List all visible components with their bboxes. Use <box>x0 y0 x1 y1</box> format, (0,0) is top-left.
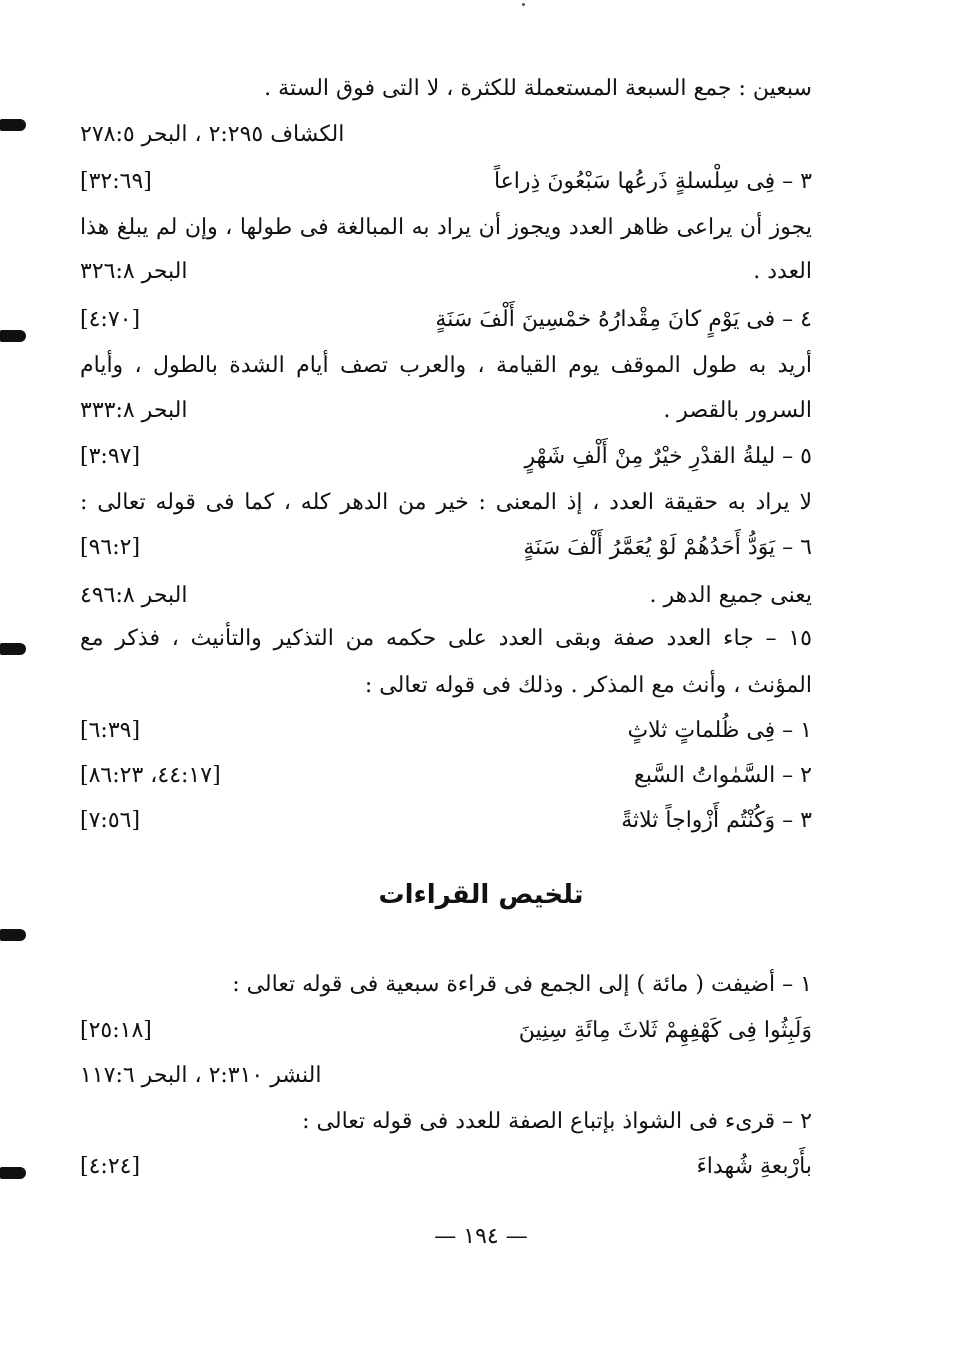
line-text: يعنى جميع الدهر . <box>649 582 812 608</box>
scan-edge-mark <box>0 643 26 655</box>
text-line <box>80 68 812 108</box>
line-text: ١ – أضيفت ( مائة ) إلى الجمع فى قراءة سبعية فى قوله تعالى : <box>232 971 812 997</box>
verse-reference: [٣٢:٦٩] <box>80 168 152 194</box>
verse-text: ٣ – وَكُنْتُم أَزْواجاً ثلاثةً <box>621 807 812 833</box>
reference: البحر ٣٢٦:٨ <box>80 258 188 284</box>
section-heading: تلخيص القراءات <box>378 880 584 910</box>
line-text: ٢ – قرىء فى الشواذ بإتباع الصفة للعدد فى قوله تعالى : <box>302 1108 812 1134</box>
text-line <box>80 482 812 522</box>
text-line <box>80 161 812 201</box>
scan-edge-mark <box>0 119 26 131</box>
line-text: لا يراد به حقيقة العدد ، إذ المعنى : خير من الدهر كله ، كما فى قوله تعالى : <box>80 489 812 515</box>
text-line <box>80 575 812 615</box>
verse-text: ٤ – فى يَوْمٍ كانَ مِقْدارُهُ خمْسِينَ أَلْفَ سَنَةٍ <box>435 306 812 332</box>
text-line <box>80 251 812 291</box>
scan-dot <box>522 3 525 6</box>
line-text: ١٥ – جاء العدد صفة وبقى العدد على حكمه من التذكير والتأنيث ، فذكر مع <box>80 625 812 651</box>
verse-reference: [٧:٥٦] <box>80 807 141 833</box>
verse-reference: [٤:٧٠] <box>80 306 141 332</box>
verse-reference: [٤٤:١٧، ٨٦:٢٣] <box>80 762 221 788</box>
verse-reference: [٤:٢٤] <box>80 1153 141 1179</box>
verse-text: وَلَبِثُوا فِى كَهْفِهِمْ ثَلاثَ مِائَةِ سِنِينَ <box>518 1017 812 1043</box>
text-line <box>80 618 812 658</box>
text-line <box>80 390 812 430</box>
scan-edge-mark <box>0 330 26 342</box>
text-line <box>80 1101 812 1141</box>
verse-text: ٢ – السَّمٰواتُ السَّبع <box>634 762 812 788</box>
verse-reference: [٢٥:١٨] <box>80 1017 152 1043</box>
text-line <box>80 527 812 567</box>
verse-text: ١ – فِى ظُلماتٍ ثلاثٍ <box>627 717 812 743</box>
scan-edge-mark <box>0 929 26 941</box>
line-text: السرور بالقصر . <box>663 397 812 423</box>
verse-reference: [٩٦:٢] <box>80 534 141 560</box>
text-line <box>80 299 812 339</box>
verse-text: ٦ – يَوَدُّ أَحَدُهُمْ لَوْ يُعَمَّرُ أَلْفَ سَنَةٍ <box>523 534 812 560</box>
text-line <box>80 665 812 705</box>
text-line <box>80 345 812 385</box>
reference: البحر ٤٩٦:٨ <box>80 582 188 608</box>
text-line <box>80 436 812 476</box>
text-line <box>80 207 812 247</box>
line-text: أريد به طول الموقف يوم القيامة ، والعرب تصف أيام الشدة بالطول ، وأيام <box>80 352 812 378</box>
text-line <box>80 964 812 1004</box>
verse-text: بأَرْبعةِ شُهداءَ <box>696 1153 812 1179</box>
page-number: — ١٩٤ — <box>434 1224 528 1249</box>
line-text: يجوز أن يراعى ظاهر العدد ويجوز أن يراد به المبالغة فى طولها ، وإن لم يبلغ هذا <box>80 214 812 240</box>
verse-text: ٥ – ليلةُ القدْرِ خيْرٌ مِنْ أَلْفِ شَهْرٍ <box>524 443 812 469</box>
line-text: العدد . <box>753 258 812 284</box>
text-line <box>80 1055 812 1095</box>
text-line <box>80 114 812 154</box>
reference: النشر ٢:٣١٠ ، البحر ١١٧:٦ <box>80 1062 322 1088</box>
line-text: المؤنث ، وأنث مع المذكر . وذلك فى قوله تعالى : <box>364 672 812 698</box>
text-line <box>80 800 812 840</box>
verse-text: ٣ – فِى سِلْسلةٍ ذَرعُها سَبْعُونَ ذِراعاً <box>493 168 812 194</box>
text-line <box>80 1010 812 1050</box>
scan-edge-mark <box>0 1167 26 1179</box>
text-line <box>80 710 812 750</box>
text-line <box>80 755 812 795</box>
line-text: سبعين : جمع السبعة المستعملة للكثرة ، لا التى فوق الستة . <box>264 75 812 101</box>
text-line <box>80 1146 812 1186</box>
verse-reference: [٦:٣٩] <box>80 717 141 743</box>
verse-reference: [٣:٩٧] <box>80 443 141 469</box>
reference: البحر ٣٣٣:٨ <box>80 397 188 423</box>
reference: الكشاف ٢:٢٩٥ ، البحر ٢٧٨:٥ <box>80 121 345 147</box>
